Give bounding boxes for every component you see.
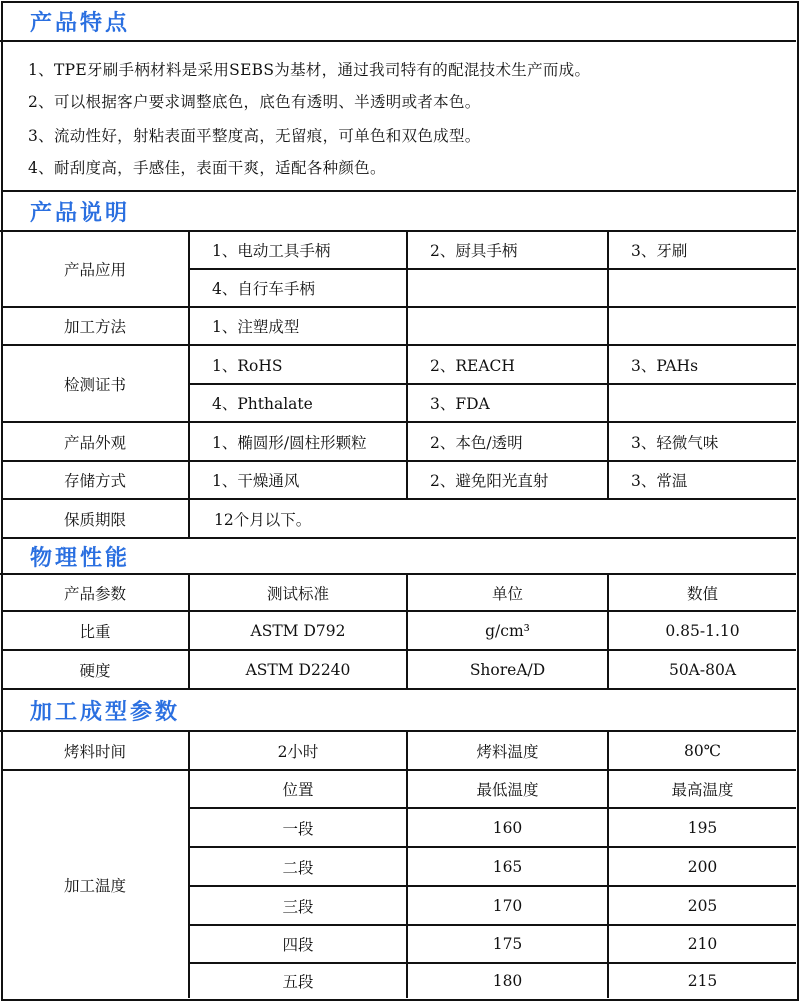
drying-time-label: 烤料时间 — [63, 742, 126, 761]
cell: 比重 — [79, 622, 111, 641]
cell: ASTM D792 — [250, 621, 346, 640]
cell: 3、PAHs — [631, 356, 699, 375]
cell: ASTM D2240 — [245, 660, 351, 679]
processing-temp-label: 加工温度 — [63, 876, 126, 895]
cell: 3、常温 — [631, 472, 688, 490]
row-label-application: 产品应用 — [63, 261, 126, 279]
drying-time-value: 2小时 — [277, 742, 319, 761]
cell: 三段 — [282, 897, 314, 916]
cell: 硬度 — [79, 661, 111, 680]
row-label-processing-method: 加工方法 — [63, 318, 126, 336]
column-header: 最低温度 — [476, 781, 539, 799]
cell: 4、自行车手柄 — [212, 280, 315, 298]
cell: 二段 — [282, 858, 314, 877]
cell: 205 — [687, 896, 718, 915]
cell: 1、电动工具手柄 — [212, 242, 331, 260]
cell: 210 — [687, 935, 718, 953]
cell: 4、Phthalate — [212, 395, 313, 413]
section-title-physical: 物理性能 — [0, 539, 796, 575]
column-header: 产品参数 — [63, 584, 126, 603]
cell: 160 — [492, 818, 523, 837]
drying-temp-label: 烤料温度 — [476, 742, 539, 761]
cell: 1、RoHS — [212, 356, 283, 375]
row-label-certification: 检测证书 — [63, 375, 126, 394]
section-title-features: 产品特点 — [0, 2, 796, 42]
cell: 0.85-1.10 — [665, 621, 740, 640]
cell: 3、轻微气味 — [631, 433, 719, 452]
feature-item: 4、耐刮度高，手感佳，表面干爽，适配各种颜色。 — [28, 159, 386, 177]
cell: 1、注塑成型 — [212, 318, 300, 336]
cell: 200 — [687, 857, 718, 876]
feature-item: 3、流动性好，射粘表面平整度高，无留痕，可单色和双色成型。 — [28, 127, 481, 145]
feature-item: 1、TPE牙刷手柄材料是采用SEBS为基材，通过我司特有的配混技术生产而成。 — [28, 61, 591, 79]
column-header: 位置 — [282, 781, 314, 799]
cell: 175 — [492, 935, 523, 953]
cell: 195 — [687, 818, 718, 837]
cell: 3、牙刷 — [631, 242, 688, 260]
cell: 170 — [492, 896, 523, 915]
cell: 2、避免阳光直射 — [430, 472, 549, 490]
cell: 50A-80A — [668, 660, 737, 679]
column-header: 测试标准 — [266, 584, 329, 603]
cell: 180 — [492, 972, 523, 990]
cell: 2、本色/透明 — [430, 433, 523, 452]
cell: 1、干燥通风 — [212, 472, 300, 490]
cell: 五段 — [282, 973, 314, 991]
cell: 165 — [492, 857, 523, 876]
cell: 3、FDA — [430, 395, 490, 413]
cell: 12个月以下。 — [214, 510, 312, 529]
cell: 一段 — [282, 819, 314, 838]
row-label-storage: 存储方式 — [63, 472, 126, 490]
cell: 四段 — [282, 936, 314, 954]
row-label-appearance: 产品外观 — [63, 433, 126, 452]
cell: 215 — [687, 972, 718, 990]
section-title-description: 产品说明 — [0, 192, 796, 232]
feature-item: 2、可以根据客户要求调整底色，底色有透明、半透明或者本色。 — [28, 93, 481, 111]
column-header: 数值 — [686, 584, 718, 603]
section-title-processing: 加工成型参数 — [0, 690, 796, 732]
cell: 2、REACH — [430, 356, 515, 375]
column-header: 最高温度 — [671, 781, 734, 799]
cell: 2、厨具手柄 — [430, 242, 518, 260]
column-header: 单位 — [491, 584, 523, 603]
cell: ShoreA/D — [469, 660, 546, 679]
drying-temp-value: 80℃ — [683, 741, 722, 760]
cell: g/cm³ — [485, 621, 530, 640]
row-label-shelf-life: 保质期限 — [63, 510, 126, 529]
cell: 1、椭圆形/圆柱形颗粒 — [212, 433, 367, 452]
